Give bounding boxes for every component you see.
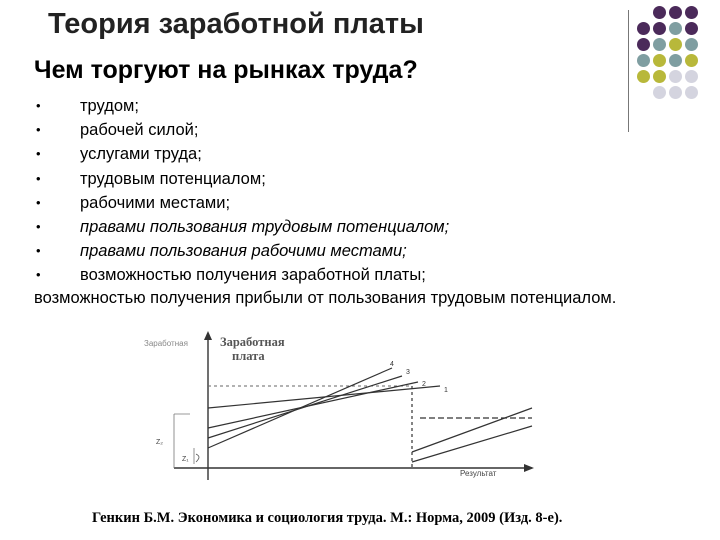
decorative-dot-grid <box>637 6 717 126</box>
bullet-icon: • <box>36 243 41 259</box>
bullet-icon: • <box>36 219 41 235</box>
bullet-icon: • <box>36 194 41 210</box>
decorative-dot <box>669 38 682 51</box>
slide-title: Теория заработной платы <box>48 8 424 40</box>
line-label-4: 4 <box>390 361 394 368</box>
decorative-dot <box>669 22 682 35</box>
bullet-icon: • <box>36 122 41 138</box>
bullet-icon: • <box>36 267 41 283</box>
z1-brace <box>196 454 199 462</box>
bullet-icon: • <box>36 98 41 113</box>
list-item: • услугами труда; <box>34 142 624 166</box>
decorative-dot <box>637 54 650 67</box>
decorative-dot <box>685 22 698 35</box>
line-right-lower <box>412 426 532 462</box>
decorative-dot <box>653 6 666 19</box>
bullet-icon: • <box>36 170 41 186</box>
list-item: • трудовым потенциалом; <box>34 167 624 191</box>
list-item: • трудом; <box>34 94 624 118</box>
wage-diagram <box>140 330 540 488</box>
decorative-dot <box>685 6 698 19</box>
decorative-dot <box>669 54 682 67</box>
line-label-2: 2 <box>422 381 426 388</box>
decorative-dot <box>653 22 666 35</box>
x-axis-arrow <box>524 464 534 472</box>
list-item: • правами пользования рабочими местами; <box>34 239 624 263</box>
decorative-dot <box>685 54 698 67</box>
y-axis-arrow <box>204 331 212 340</box>
list-item: • рабочей силой; <box>34 118 624 142</box>
decorative-dot <box>653 38 666 51</box>
decorative-dot <box>637 70 650 83</box>
z1-label: Z₁ <box>182 456 189 463</box>
y-axis-label-shadow: Заработная <box>144 339 188 348</box>
slide-subtitle: Чем торгуют на рынках труда? <box>34 56 418 84</box>
line-label-3: 3 <box>406 369 410 376</box>
decorative-dot <box>669 6 682 19</box>
list-item: • возможностью получения заработной платы; <box>34 263 624 287</box>
decorative-dot <box>653 54 666 67</box>
decorative-dot <box>685 70 698 83</box>
decorative-dot <box>637 22 650 35</box>
decorative-dot <box>637 38 650 51</box>
y-axis-label-line1: Заработная <box>220 335 285 349</box>
list-item: • правами пользования трудовым потенциалом; <box>34 215 624 239</box>
list-item: • рабочими местами; <box>34 191 624 215</box>
decorative-dot <box>685 38 698 51</box>
decorative-dot <box>669 86 682 99</box>
line-right-upper <box>412 408 532 452</box>
line-3 <box>208 376 402 438</box>
decorative-dot <box>653 86 666 99</box>
decorative-divider <box>628 10 629 132</box>
z2-label: Z₂ <box>156 439 163 446</box>
x-axis-label: Результат <box>460 469 497 478</box>
bullet-icon: • <box>36 146 41 162</box>
y-axis-label-line2: плата <box>232 349 265 363</box>
bullet-continuation-text: возможностью получения прибыли от пользования трудовым потенциалом. <box>34 289 617 307</box>
decorative-dot <box>669 70 682 83</box>
line-4 <box>208 368 392 448</box>
source-caption: Генкин Б.М. Экономика и социология труда. М.: Норма, 2009 (Изд. 8-е). <box>92 510 563 526</box>
decorative-dot <box>653 70 666 83</box>
line-label-1: 1 <box>444 387 448 394</box>
bullet-list <box>34 94 624 288</box>
decorative-dot <box>685 86 698 99</box>
